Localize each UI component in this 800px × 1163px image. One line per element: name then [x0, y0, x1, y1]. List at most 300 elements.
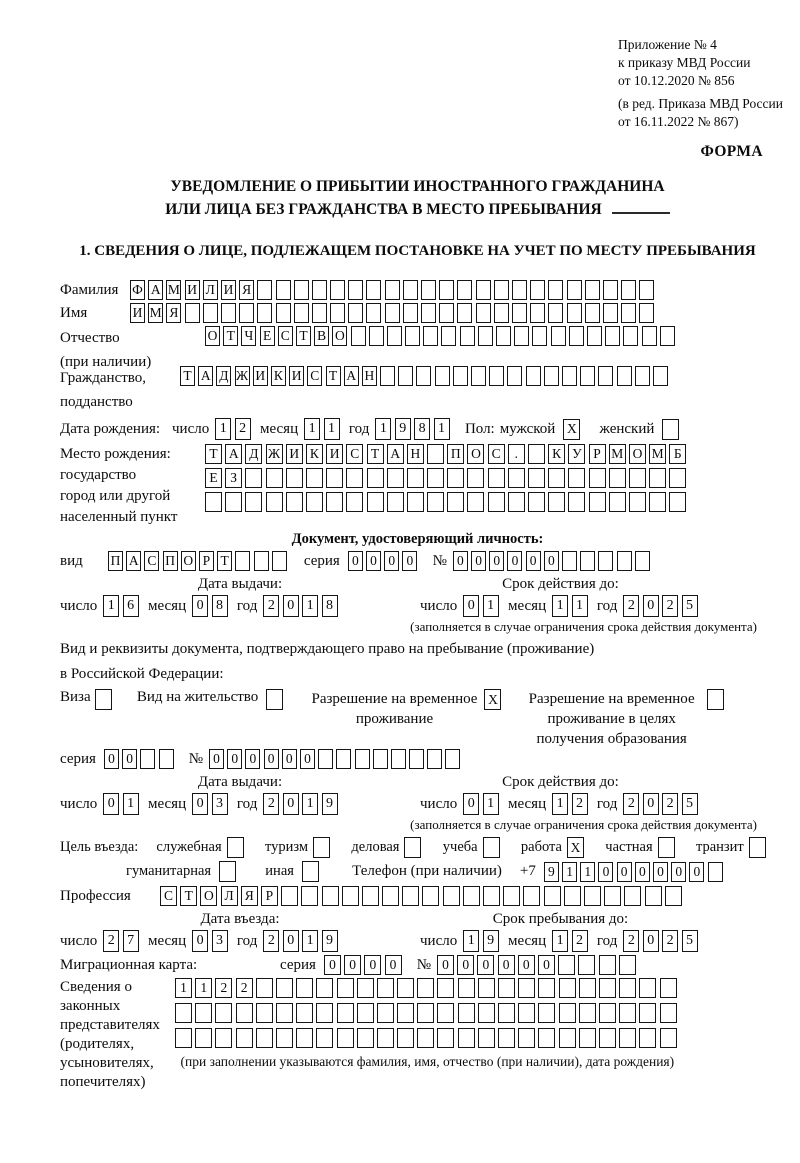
filled-cell[interactable]: .	[508, 444, 525, 464]
empty-cell[interactable]	[457, 303, 472, 323]
empty-cell[interactable]	[669, 468, 686, 488]
filled-cell[interactable]: Я	[241, 886, 258, 906]
empty-cell[interactable]	[623, 326, 638, 346]
empty-cell[interactable]	[276, 1003, 293, 1023]
filled-cell[interactable]: Ж	[266, 444, 283, 464]
filled-cell[interactable]: В	[314, 326, 329, 346]
date-digit-cell[interactable]: 0	[103, 793, 119, 815]
filled-cell[interactable]: Р	[261, 886, 278, 906]
date-digit-cell[interactable]: 1	[463, 930, 479, 952]
purpose-other-checkbox[interactable]	[302, 861, 322, 882]
empty-cell[interactable]	[478, 326, 493, 346]
filled-cell[interactable]: Ч	[241, 326, 256, 346]
date-digit-cell[interactable]: 0	[283, 595, 299, 617]
empty-cell[interactable]	[579, 978, 596, 998]
date-digit-cell[interactable]: 5	[682, 930, 698, 952]
filled-cell[interactable]: 0	[344, 955, 361, 975]
filled-cell[interactable]: Р	[199, 551, 214, 571]
empty-cell[interactable]	[587, 326, 602, 346]
empty-cell[interactable]	[562, 551, 577, 571]
empty-cell[interactable]	[528, 468, 545, 488]
empty-cell[interactable]	[579, 1028, 596, 1048]
filled-cell[interactable]: Н	[362, 366, 377, 386]
filled-cell[interactable]: 0	[457, 955, 474, 975]
empty-cell[interactable]	[276, 978, 293, 998]
empty-cell[interactable]	[312, 303, 327, 323]
empty-cell[interactable]	[313, 837, 330, 858]
empty-cell[interactable]	[185, 303, 200, 323]
empty-cell[interactable]	[642, 326, 657, 346]
empty-cell[interactable]	[322, 886, 339, 906]
empty-cell[interactable]	[619, 1028, 636, 1048]
empty-cell[interactable]	[95, 689, 112, 710]
empty-cell[interactable]	[195, 1003, 212, 1023]
empty-cell[interactable]	[660, 326, 675, 346]
filled-cell[interactable]: Б	[669, 444, 686, 464]
date-digit-cell[interactable]: 1	[552, 930, 568, 952]
date-digit-cell[interactable]: 1	[302, 793, 318, 815]
empty-cell[interactable]	[528, 492, 545, 512]
empty-cell[interactable]	[391, 749, 406, 769]
empty-cell[interactable]	[518, 1003, 535, 1023]
filled-cell[interactable]: 0	[348, 551, 363, 571]
empty-cell[interactable]	[385, 303, 400, 323]
empty-cell[interactable]	[312, 280, 327, 300]
empty-cell[interactable]	[351, 326, 366, 346]
empty-cell[interactable]	[609, 492, 626, 512]
empty-cell[interactable]	[568, 468, 585, 488]
empty-cell[interactable]	[660, 978, 677, 998]
empty-cell[interactable]	[439, 303, 454, 323]
filled-cell[interactable]: С	[160, 886, 177, 906]
filled-cell[interactable]: 0	[453, 551, 468, 571]
empty-cell[interactable]	[302, 861, 319, 882]
empty-cell[interactable]	[621, 280, 636, 300]
filled-cell[interactable]: Т	[367, 444, 384, 464]
date-digit-cell[interactable]: 0	[192, 793, 208, 815]
filled-cell[interactable]: 0	[209, 749, 224, 769]
empty-cell[interactable]	[357, 1003, 374, 1023]
empty-cell[interactable]	[397, 978, 414, 998]
empty-cell[interactable]	[599, 955, 616, 975]
purpose-tourism-checkbox[interactable]	[313, 837, 333, 858]
filled-cell[interactable]: 0	[282, 749, 297, 769]
empty-cell[interactable]	[373, 749, 388, 769]
empty-cell[interactable]	[346, 492, 363, 512]
empty-cell[interactable]	[416, 366, 431, 386]
empty-cell[interactable]	[427, 492, 444, 512]
empty-cell[interactable]	[567, 280, 582, 300]
empty-cell[interactable]	[498, 1003, 515, 1023]
empty-cell[interactable]	[357, 1028, 374, 1048]
empty-cell[interactable]	[402, 886, 419, 906]
date-digit-cell[interactable]: 0	[463, 595, 479, 617]
filled-cell[interactable]: Я	[239, 280, 254, 300]
date-digit-cell[interactable]: 1	[103, 595, 119, 617]
filled-cell[interactable]: И	[286, 444, 303, 464]
education-residence-checkbox[interactable]	[707, 689, 727, 710]
filled-cell[interactable]: Т	[205, 444, 222, 464]
filled-cell[interactable]: Д	[245, 444, 262, 464]
date-digit-cell[interactable]: 0	[643, 930, 659, 952]
empty-cell[interactable]	[551, 326, 566, 346]
empty-cell[interactable]	[708, 862, 723, 882]
empty-cell[interactable]	[316, 978, 333, 998]
empty-cell[interactable]	[530, 280, 545, 300]
empty-cell[interactable]	[498, 1028, 515, 1048]
filled-cell[interactable]: 2	[215, 978, 232, 998]
empty-cell[interactable]	[467, 468, 484, 488]
empty-cell[interactable]	[635, 366, 650, 386]
empty-cell[interactable]	[567, 303, 582, 323]
filled-cell[interactable]: С	[144, 551, 159, 571]
empty-cell[interactable]	[296, 978, 313, 998]
empty-cell[interactable]	[336, 749, 351, 769]
sex-male-checkbox[interactable]	[563, 419, 583, 440]
empty-cell[interactable]	[296, 1003, 313, 1023]
empty-cell[interactable]	[589, 492, 606, 512]
empty-cell[interactable]	[437, 1003, 454, 1023]
empty-cell[interactable]	[140, 749, 155, 769]
empty-cell[interactable]	[507, 366, 522, 386]
empty-cell[interactable]	[489, 366, 504, 386]
filled-cell[interactable]: И	[289, 366, 304, 386]
empty-cell[interactable]	[221, 303, 236, 323]
empty-cell[interactable]	[559, 1028, 576, 1048]
filled-cell[interactable]: О	[467, 444, 484, 464]
empty-cell[interactable]	[558, 955, 575, 975]
empty-cell[interactable]	[562, 366, 577, 386]
empty-cell[interactable]	[366, 280, 381, 300]
empty-cell[interactable]	[330, 280, 345, 300]
empty-cell[interactable]	[437, 978, 454, 998]
empty-cell[interactable]	[665, 886, 682, 906]
empty-cell[interactable]	[617, 551, 632, 571]
date-digit-cell[interactable]: 1	[434, 418, 450, 440]
filled-cell[interactable]: М	[649, 444, 666, 464]
date-digit-cell[interactable]: 3	[212, 793, 228, 815]
empty-cell[interactable]	[530, 303, 545, 323]
empty-cell[interactable]	[439, 280, 454, 300]
date-digit-cell[interactable]: 2	[263, 595, 279, 617]
filled-cell[interactable]: И	[130, 303, 145, 323]
empty-cell[interactable]	[377, 1003, 394, 1023]
filled-cell[interactable]: 0	[264, 749, 279, 769]
empty-cell[interactable]	[629, 492, 646, 512]
date-digit-cell[interactable]: 2	[662, 930, 678, 952]
empty-cell[interactable]	[568, 492, 585, 512]
filled-cell[interactable]: С	[346, 444, 363, 464]
empty-cell[interactable]	[225, 492, 242, 512]
empty-cell[interactable]	[195, 1028, 212, 1048]
empty-cell[interactable]	[476, 280, 491, 300]
date-digit-cell[interactable]: 2	[235, 418, 251, 440]
empty-cell[interactable]	[377, 1028, 394, 1048]
empty-cell[interactable]	[488, 468, 505, 488]
filled-cell[interactable]: И	[221, 280, 236, 300]
filled-cell[interactable]: 0	[671, 862, 686, 882]
empty-cell[interactable]	[337, 978, 354, 998]
date-digit-cell[interactable]: 1	[375, 418, 391, 440]
empty-cell[interactable]	[403, 280, 418, 300]
empty-cell[interactable]	[599, 1003, 616, 1023]
filled-cell[interactable]: 0	[364, 955, 381, 975]
empty-cell[interactable]	[503, 886, 520, 906]
empty-cell[interactable]	[417, 978, 434, 998]
date-digit-cell[interactable]: 0	[283, 930, 299, 952]
empty-cell[interactable]	[256, 1003, 273, 1023]
empty-cell[interactable]	[538, 978, 555, 998]
empty-cell[interactable]	[337, 1028, 354, 1048]
filled-cell[interactable]: О	[181, 551, 196, 571]
empty-cell[interactable]	[609, 468, 626, 488]
empty-cell[interactable]	[619, 978, 636, 998]
empty-cell[interactable]	[483, 837, 500, 858]
empty-cell[interactable]	[458, 1028, 475, 1048]
empty-cell[interactable]	[658, 837, 675, 858]
filled-cell[interactable]: С	[278, 326, 293, 346]
empty-cell[interactable]	[404, 837, 421, 858]
empty-cell[interactable]	[405, 326, 420, 346]
empty-cell[interactable]	[227, 837, 244, 858]
filled-cell[interactable]: О	[332, 326, 347, 346]
empty-cell[interactable]	[619, 1003, 636, 1023]
empty-cell[interactable]	[523, 886, 540, 906]
empty-cell[interactable]	[532, 326, 547, 346]
filled-cell[interactable]: 0	[471, 551, 486, 571]
date-digit-cell[interactable]: 2	[662, 793, 678, 815]
filled-cell[interactable]: 0	[617, 862, 632, 882]
empty-cell[interactable]	[355, 749, 370, 769]
empty-cell[interactable]	[348, 303, 363, 323]
filled-cell[interactable]: Ж	[235, 366, 250, 386]
empty-cell[interactable]	[203, 303, 218, 323]
date-digit-cell[interactable]: 2	[623, 930, 639, 952]
empty-cell[interactable]	[483, 886, 500, 906]
empty-cell[interactable]	[629, 468, 646, 488]
date-digit-cell[interactable]: 5	[682, 793, 698, 815]
filled-cell[interactable]: 0	[526, 551, 541, 571]
empty-cell[interactable]	[639, 1028, 656, 1048]
empty-cell[interactable]	[447, 492, 464, 512]
empty-cell[interactable]	[387, 326, 402, 346]
empty-cell[interactable]	[398, 366, 413, 386]
empty-cell[interactable]	[257, 280, 272, 300]
date-digit-cell[interactable]: 0	[463, 793, 479, 815]
empty-cell[interactable]	[423, 326, 438, 346]
date-digit-cell[interactable]: 9	[322, 793, 338, 815]
purpose-official-checkbox[interactable]	[227, 837, 247, 858]
filled-cell[interactable]: Т	[223, 326, 238, 346]
filled-cell[interactable]: Л	[203, 280, 218, 300]
filled-cell[interactable]: 0	[598, 862, 613, 882]
empty-cell[interactable]	[528, 444, 545, 464]
filled-cell[interactable]: Т	[326, 366, 341, 386]
filled-cell[interactable]: А	[198, 366, 213, 386]
empty-cell[interactable]	[445, 749, 460, 769]
empty-cell[interactable]	[409, 749, 424, 769]
empty-cell[interactable]	[286, 492, 303, 512]
empty-cell[interactable]	[579, 1003, 596, 1023]
purpose-private-checkbox[interactable]	[658, 837, 678, 858]
filled-cell[interactable]: О	[205, 326, 220, 346]
empty-cell[interactable]	[564, 886, 581, 906]
filled-cell[interactable]: 0	[538, 955, 555, 975]
empty-cell[interactable]	[617, 366, 632, 386]
empty-cell[interactable]	[598, 551, 613, 571]
empty-cell[interactable]	[318, 749, 333, 769]
empty-cell[interactable]	[437, 1028, 454, 1048]
empty-cell[interactable]	[471, 366, 486, 386]
empty-cell[interactable]	[159, 749, 174, 769]
empty-cell[interactable]	[301, 886, 318, 906]
empty-cell[interactable]	[306, 492, 323, 512]
filled-cell[interactable]: 1	[195, 978, 212, 998]
empty-cell[interactable]	[548, 303, 563, 323]
date-digit-cell[interactable]: 9	[395, 418, 411, 440]
empty-cell[interactable]	[526, 366, 541, 386]
filled-cell[interactable]: 0	[122, 749, 137, 769]
empty-cell[interactable]	[508, 468, 525, 488]
empty-cell[interactable]	[662, 419, 679, 440]
date-digit-cell[interactable]: 2	[623, 793, 639, 815]
empty-cell[interactable]	[316, 1003, 333, 1023]
empty-cell[interactable]	[669, 492, 686, 512]
empty-cell[interactable]	[518, 978, 535, 998]
empty-cell[interactable]	[635, 551, 650, 571]
date-digit-cell[interactable]: 8	[322, 595, 338, 617]
filled-cell[interactable]: Л	[221, 886, 238, 906]
empty-cell[interactable]	[286, 468, 303, 488]
date-digit-cell[interactable]: 0	[192, 595, 208, 617]
empty-cell[interactable]	[548, 468, 565, 488]
empty-cell[interactable]	[621, 303, 636, 323]
date-digit-cell[interactable]: 2	[103, 930, 119, 952]
filled-cell[interactable]: 0	[366, 551, 381, 571]
empty-cell[interactable]	[585, 280, 600, 300]
empty-cell[interactable]	[427, 444, 444, 464]
date-digit-cell[interactable]: 1	[302, 595, 318, 617]
date-digit-cell[interactable]: 1	[572, 595, 588, 617]
date-digit-cell[interactable]: 8	[212, 595, 228, 617]
empty-cell[interactable]	[443, 886, 460, 906]
filled-cell[interactable]: 0	[689, 862, 704, 882]
filled-cell[interactable]: А	[387, 444, 404, 464]
filled-cell[interactable]: Е	[205, 468, 222, 488]
empty-cell[interactable]	[397, 1003, 414, 1023]
empty-cell[interactable]	[422, 886, 439, 906]
date-digit-cell[interactable]: 1	[304, 418, 320, 440]
empty-cell[interactable]	[367, 468, 384, 488]
filled-cell[interactable]: 0	[245, 749, 260, 769]
empty-cell[interactable]	[306, 468, 323, 488]
empty-cell[interactable]	[599, 978, 616, 998]
empty-cell[interactable]	[584, 886, 601, 906]
date-digit-cell[interactable]: 0	[283, 793, 299, 815]
empty-cell[interactable]	[538, 1003, 555, 1023]
filled-cell[interactable]: С	[488, 444, 505, 464]
empty-cell[interactable]	[377, 978, 394, 998]
empty-cell[interactable]	[417, 1003, 434, 1023]
empty-cell[interactable]	[458, 978, 475, 998]
empty-cell[interactable]	[559, 1003, 576, 1023]
empty-cell[interactable]	[346, 468, 363, 488]
empty-cell[interactable]	[330, 303, 345, 323]
empty-cell[interactable]	[427, 468, 444, 488]
empty-cell[interactable]	[294, 280, 309, 300]
filled-cell[interactable]: 2	[236, 978, 253, 998]
empty-cell[interactable]	[316, 1028, 333, 1048]
empty-cell[interactable]	[294, 303, 309, 323]
empty-cell[interactable]	[598, 366, 613, 386]
empty-cell[interactable]	[175, 1028, 192, 1048]
filled-cell[interactable]: У	[568, 444, 585, 464]
filled-cell[interactable]: Ф	[130, 280, 145, 300]
empty-cell[interactable]	[707, 689, 724, 710]
empty-cell[interactable]	[453, 366, 468, 386]
empty-cell[interactable]	[478, 978, 495, 998]
filled-cell[interactable]: 0	[385, 955, 402, 975]
empty-cell[interactable]	[403, 303, 418, 323]
filled-cell[interactable]: Т	[180, 366, 195, 386]
empty-cell[interactable]	[256, 978, 273, 998]
empty-cell[interactable]	[417, 1028, 434, 1048]
empty-cell[interactable]	[266, 689, 283, 710]
date-digit-cell[interactable]: 8	[414, 418, 430, 440]
empty-cell[interactable]	[385, 280, 400, 300]
empty-cell[interactable]	[624, 886, 641, 906]
empty-cell[interactable]	[245, 492, 262, 512]
empty-cell[interactable]	[512, 303, 527, 323]
empty-cell[interactable]	[645, 886, 662, 906]
date-digit-cell[interactable]: 1	[324, 418, 340, 440]
empty-cell[interactable]	[544, 886, 561, 906]
filled-cell[interactable]: 0	[300, 749, 315, 769]
empty-cell[interactable]	[569, 326, 584, 346]
empty-cell[interactable]	[498, 978, 515, 998]
filled-cell[interactable]: 1	[562, 862, 577, 882]
temp-residence-checkbox[interactable]	[484, 689, 504, 710]
filled-cell[interactable]: К	[271, 366, 286, 386]
empty-cell[interactable]	[366, 303, 381, 323]
empty-cell[interactable]	[326, 492, 343, 512]
empty-cell[interactable]	[639, 978, 656, 998]
empty-cell[interactable]	[239, 303, 254, 323]
filled-cell[interactable]: С	[307, 366, 322, 386]
empty-cell[interactable]	[215, 1028, 232, 1048]
empty-cell[interactable]	[660, 1028, 677, 1048]
empty-cell[interactable]	[245, 468, 262, 488]
empty-cell[interactable]	[467, 492, 484, 512]
empty-cell[interactable]	[276, 280, 291, 300]
filled-cell[interactable]: 0	[518, 955, 535, 975]
date-digit-cell[interactable]: 0	[192, 930, 208, 952]
empty-cell[interactable]	[457, 280, 472, 300]
empty-cell[interactable]	[266, 468, 283, 488]
empty-cell[interactable]	[518, 1028, 535, 1048]
filled-cell[interactable]: О	[200, 886, 217, 906]
filled-cell[interactable]: И	[326, 444, 343, 464]
filled-cell[interactable]: П	[163, 551, 178, 571]
empty-cell[interactable]	[463, 886, 480, 906]
filled-cell[interactable]: 0	[384, 551, 399, 571]
empty-cell[interactable]	[538, 1028, 555, 1048]
empty-cell[interactable]	[508, 492, 525, 512]
empty-cell[interactable]	[447, 468, 464, 488]
filled-cell[interactable]: 0	[402, 551, 417, 571]
empty-cell[interactable]	[387, 468, 404, 488]
empty-cell[interactable]	[387, 492, 404, 512]
